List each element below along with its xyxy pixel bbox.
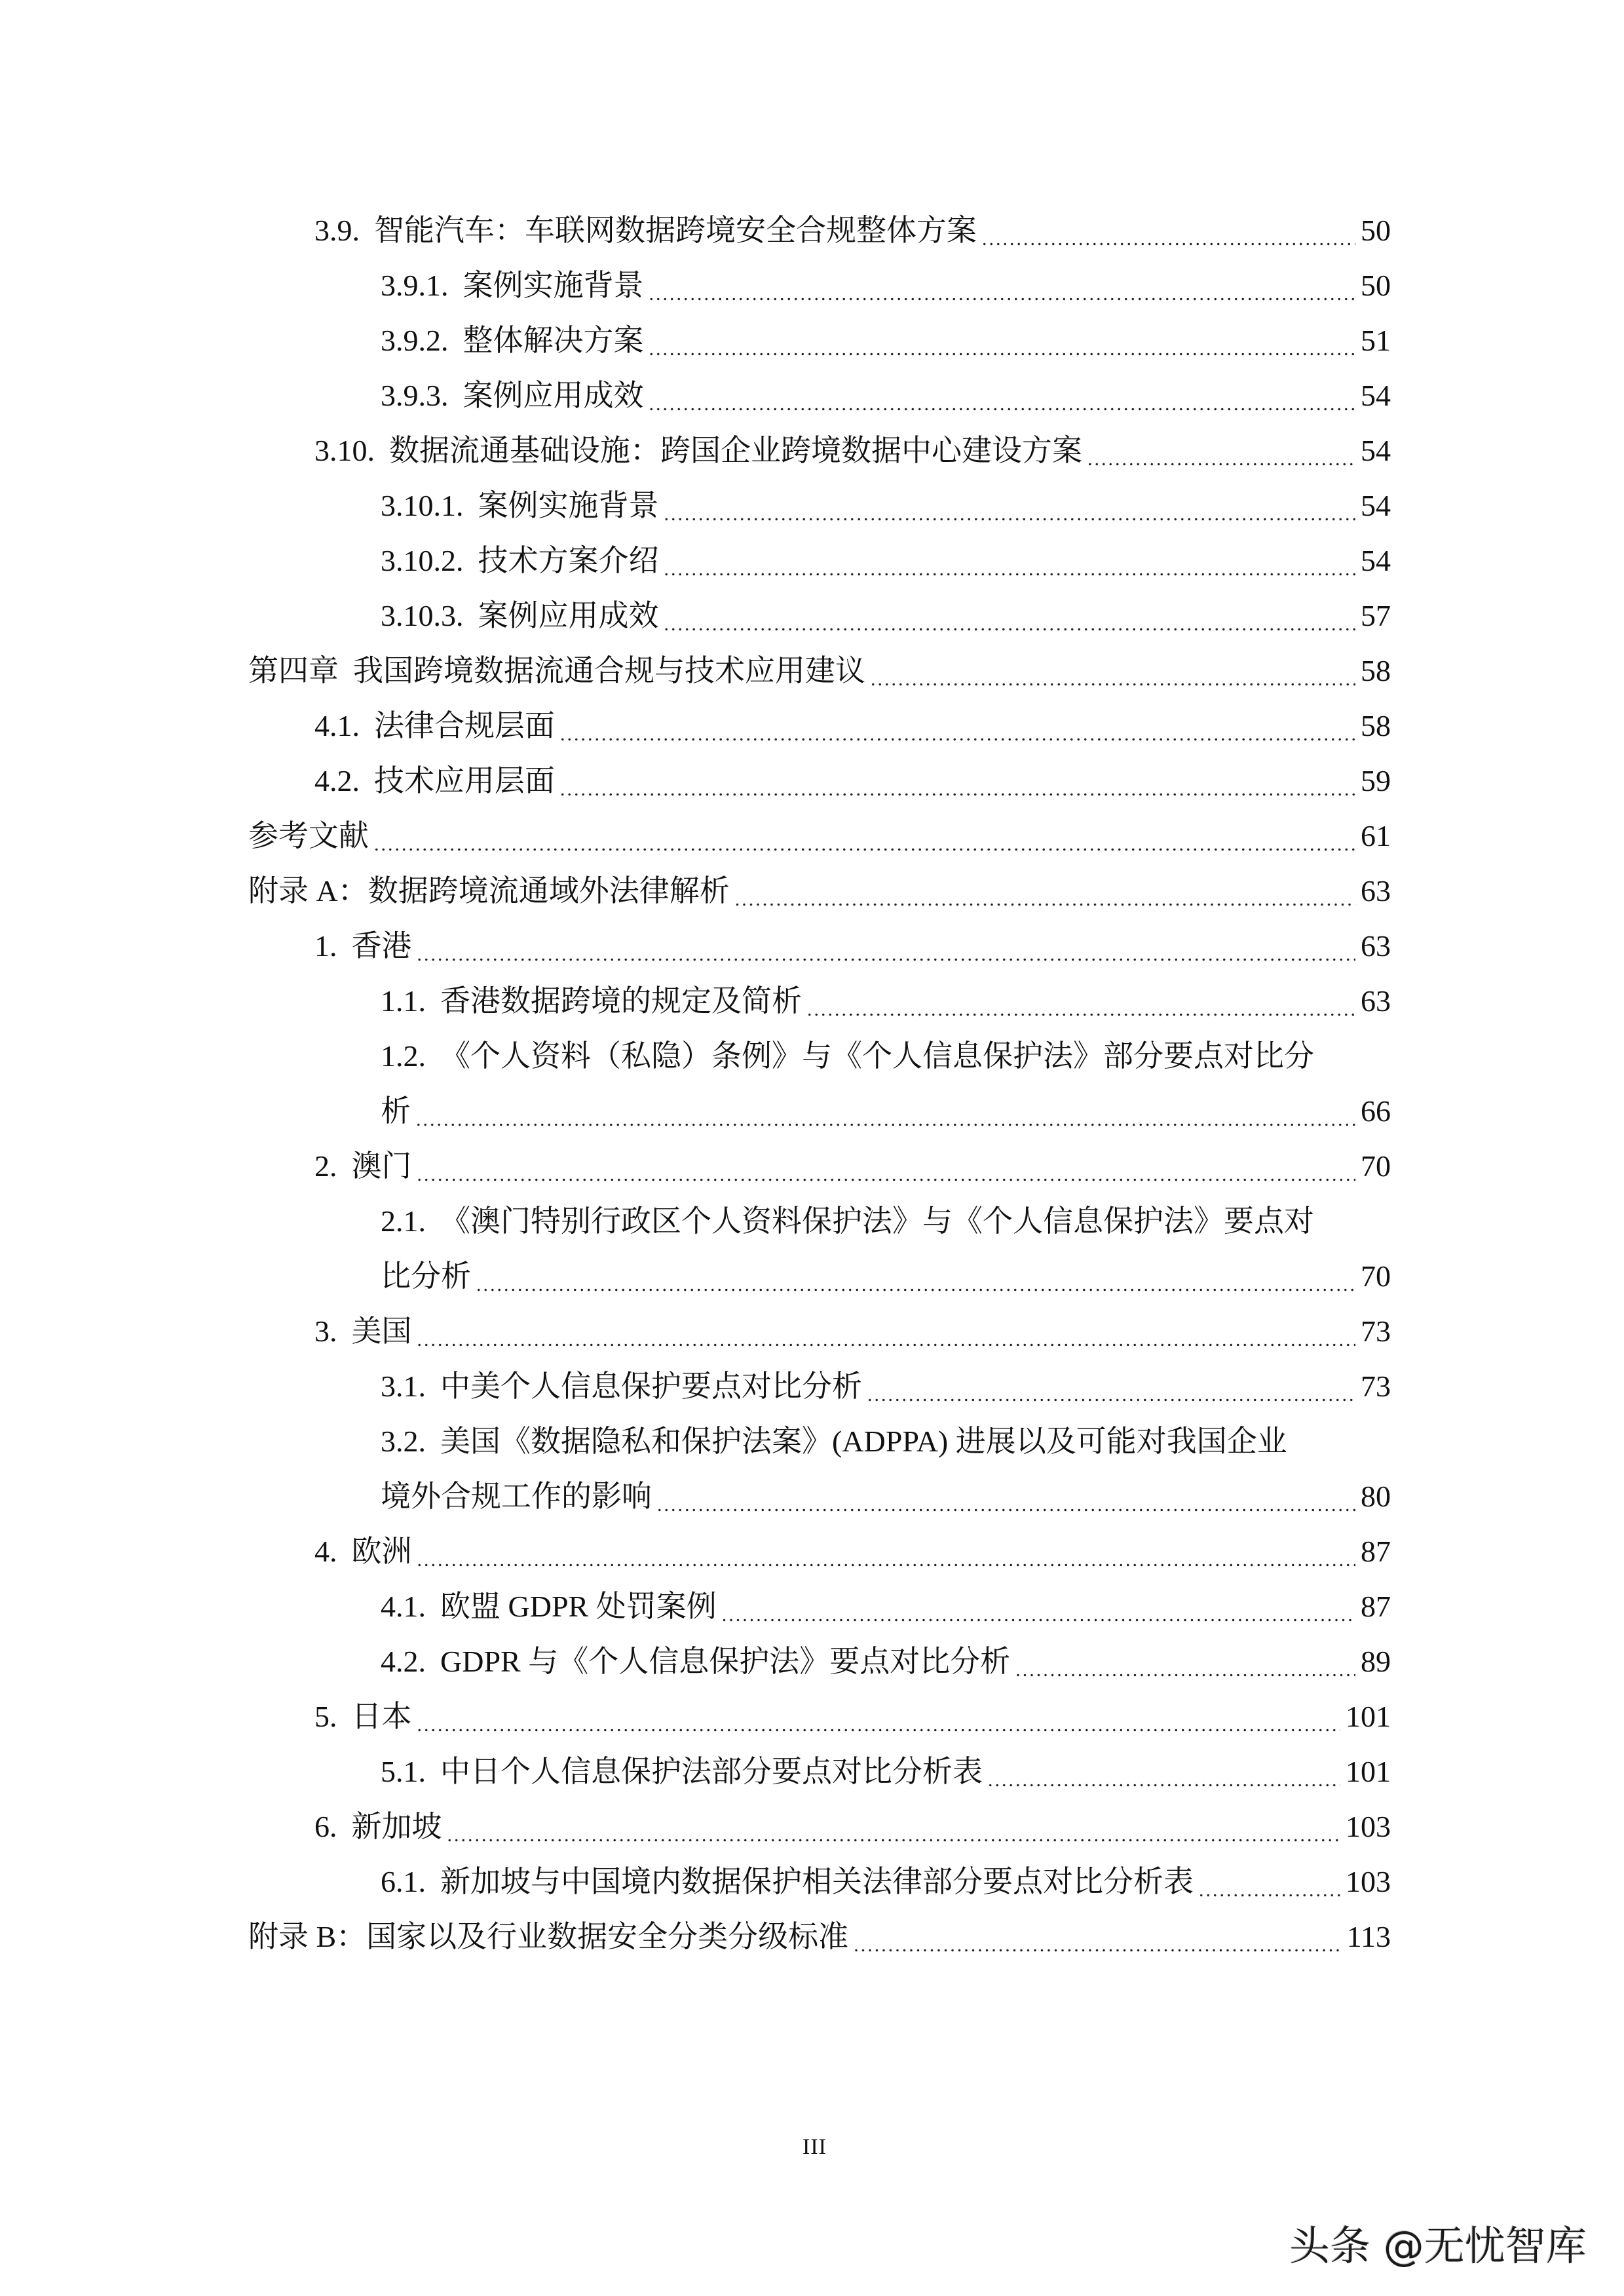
toc-entry-page: 73	[1361, 1369, 1391, 1403]
toc-entry-number: 1.1.	[381, 984, 426, 1018]
toc-entry-title: 《个人资料（私隐）条例》与《个人信息保护法》部分要点对比分	[440, 1039, 1314, 1073]
toc-entry-number: 3.10.2.	[381, 544, 464, 577]
toc-entry-title: 案例应用成效	[463, 379, 644, 412]
toc-entry-number: 4.2.	[381, 1645, 426, 1678]
toc-entry-number: 1.	[314, 929, 337, 963]
toc-entry-number: 3.1.	[381, 1369, 426, 1403]
toc-entry-page: 113	[1346, 1920, 1391, 1953]
toc-entry-number: 第四章	[248, 654, 339, 687]
toc-entry-number: 1.2.	[381, 1039, 426, 1073]
dot-leader	[417, 1689, 1341, 1744]
toc-entry[interactable]	[248, 864, 1391, 919]
toc-entry-title: 欧洲	[351, 1535, 412, 1568]
toc-entry-title: 美国《数据隐私和保护法案》(ADPPA) 进展以及可能对我国企业	[440, 1425, 1287, 1458]
toc-entry[interactable]	[314, 1139, 1391, 1194]
toc-entry-number: 3.	[314, 1314, 337, 1348]
toc-entry-number: 6.	[314, 1810, 337, 1843]
toc-entry-title: 技术方案介绍	[478, 544, 659, 577]
toc-entry[interactable]	[314, 919, 1391, 974]
dot-leader	[1087, 423, 1355, 478]
toc-entry-page: 54	[1361, 544, 1391, 577]
dot-leader	[447, 1799, 1341, 1854]
toc-entry[interactable]	[381, 1029, 1391, 1084]
dot-leader	[416, 1084, 1355, 1139]
toc-entry-title: 《澳门特别行政区个人资料保护法》与《个人信息保护法》要点对	[440, 1204, 1314, 1238]
toc-entry-title: 附录 A：数据跨境流通域外法律解析	[248, 874, 730, 908]
toc-entry-page: 61	[1361, 819, 1391, 852]
toc-entry[interactable]	[381, 258, 1391, 313]
toc-entry-page: 73	[1361, 1314, 1391, 1348]
dot-leader	[417, 1524, 1356, 1579]
dot-leader	[722, 1579, 1355, 1634]
toc-entry-title: 香港数据跨境的规定及简析	[440, 984, 802, 1018]
toc-entry-title-continuation: 比分析	[381, 1259, 471, 1293]
toc-entry-page: 101	[1346, 1700, 1391, 1733]
toc-entry[interactable]	[314, 203, 1391, 258]
toc-entry-continuation[interactable]	[381, 1249, 1391, 1304]
toc-entry-title: 法律合规层面	[374, 709, 555, 742]
dot-leader	[867, 1359, 1355, 1414]
toc-entry-page: 54	[1361, 379, 1391, 412]
toc-entry-page: 54	[1361, 434, 1391, 467]
toc-entry-continuation[interactable]	[381, 1084, 1391, 1139]
toc-entry-page: 63	[1361, 984, 1391, 1018]
toc-entry-title: 澳门	[351, 1149, 412, 1183]
dot-leader	[657, 1469, 1355, 1524]
toc-entry-number: 5.1.	[381, 1755, 426, 1788]
toc-entry[interactable]	[381, 1634, 1391, 1689]
toc-entry[interactable]	[381, 368, 1391, 423]
toc-entry[interactable]	[381, 313, 1391, 368]
toc-entry[interactable]	[381, 1359, 1391, 1414]
toc-entry[interactable]	[314, 1304, 1391, 1359]
toc-entry-number: 3.9.	[314, 214, 360, 247]
toc-entry-number: 4.1.	[314, 709, 360, 742]
toc-entry[interactable]	[314, 423, 1391, 478]
toc-entry-page: 87	[1361, 1590, 1391, 1623]
dot-leader	[560, 754, 1355, 809]
dot-leader	[417, 1139, 1356, 1194]
dot-leader	[982, 203, 1355, 258]
toc-entry-title: 新加坡与中国境内数据保护相关法律部分要点对比分析表	[440, 1865, 1194, 1898]
dot-leader	[664, 478, 1356, 533]
toc-entry-number: 3.2.	[381, 1425, 426, 1458]
dot-leader	[871, 643, 1355, 698]
toc-entry[interactable]	[314, 1799, 1391, 1854]
toc-entry-page: 57	[1361, 599, 1391, 632]
toc-entry-title: 日本	[351, 1700, 412, 1733]
toc-entry[interactable]	[381, 588, 1391, 643]
dot-leader	[476, 1249, 1355, 1304]
toc-entry-title: 欧盟 GDPR 处罚案例	[440, 1590, 717, 1623]
toc-entry-page: 101	[1346, 1755, 1391, 1788]
toc-entry-number: 5.	[314, 1700, 337, 1733]
toc-entry-number: 3.10.3.	[381, 599, 464, 632]
dot-leader	[735, 864, 1355, 919]
dot-leader	[1199, 1854, 1340, 1909]
toc-entry-number: 3.10.	[314, 434, 375, 467]
toc-entry[interactable]	[248, 643, 1391, 698]
toc-entry[interactable]	[314, 698, 1391, 754]
toc-entry-title: GDPR 与《个人信息保护法》要点对比分析	[440, 1645, 1011, 1678]
page-number: III	[803, 2135, 827, 2159]
toc-entry[interactable]	[381, 478, 1391, 533]
toc-entry-title: 中美个人信息保护要点对比分析	[440, 1369, 862, 1403]
dot-leader	[417, 919, 1356, 974]
toc-entry-title: 香港	[351, 929, 412, 963]
dot-leader	[417, 1304, 1356, 1359]
toc-entry-title: 技术应用层面	[374, 764, 555, 797]
toc-entry-page: 63	[1361, 874, 1391, 908]
toc-entry-title: 新加坡	[351, 1810, 442, 1843]
toc-entry-page: 70	[1361, 1149, 1391, 1183]
toc-entry-page: 50	[1361, 269, 1391, 302]
toc-entry[interactable]	[248, 1909, 1391, 1964]
dot-leader	[649, 258, 1356, 313]
toc-entry-number: 4.1.	[381, 1590, 426, 1623]
toc-entry[interactable]	[248, 809, 1391, 864]
dot-leader	[649, 313, 1356, 368]
toc-entry-page: 80	[1361, 1480, 1391, 1513]
toc-entry-page: 87	[1361, 1535, 1391, 1568]
toc-entry-page: 89	[1361, 1645, 1391, 1678]
toc-entry-number: 6.1.	[381, 1865, 426, 1898]
toc-entry-title-continuation: 析	[381, 1094, 411, 1128]
toc-entry-title: 美国	[351, 1314, 412, 1348]
dot-leader	[374, 809, 1355, 864]
toc-entry[interactable]	[381, 533, 1391, 588]
toc-entry-page: 70	[1361, 1259, 1391, 1293]
toc-entry-page: 103	[1346, 1810, 1391, 1843]
toc-entry-number: 3.9.2.	[381, 324, 449, 357]
toc-entry-number: 3.10.1.	[381, 489, 464, 522]
toc-entry-page: 51	[1361, 324, 1391, 357]
toc-entry-continuation[interactable]	[381, 1469, 1391, 1524]
toc-entry-page: 50	[1361, 214, 1391, 247]
dot-leader	[560, 698, 1355, 754]
watermark: 头条 @无忧智库	[1289, 2222, 1587, 2270]
toc-entry-page: 103	[1346, 1865, 1391, 1898]
toc-entry[interactable]	[381, 974, 1391, 1029]
toc-entry[interactable]	[381, 1194, 1391, 1249]
dot-leader	[664, 588, 1356, 643]
toc-entry-title: 数据流通基础设施：跨国企业跨境数据中心建设方案	[389, 434, 1082, 467]
dot-leader	[807, 974, 1355, 1029]
dot-leader	[988, 1744, 1340, 1799]
toc-entry-title: 中日个人信息保护法部分要点对比分析表	[440, 1755, 983, 1788]
toc-entry[interactable]	[314, 1524, 1391, 1579]
toc-entry-title: 案例实施背景	[463, 269, 644, 302]
toc-entry-title: 附录 B：国家以及行业数据安全分类分级标准	[248, 1920, 849, 1953]
toc-entry-number: 4.2.	[314, 764, 360, 797]
toc-entry-title: 智能汽车：车联网数据跨境安全合规整体方案	[374, 214, 977, 247]
dot-leader	[854, 1909, 1342, 1964]
toc-entry[interactable]	[381, 1744, 1391, 1799]
toc-entry-title: 参考文献	[248, 819, 369, 852]
dot-leader	[1015, 1634, 1355, 1689]
toc-entry-title: 整体解决方案	[463, 324, 644, 357]
toc-entry[interactable]	[381, 1854, 1391, 1909]
toc-entry-number: 3.9.3.	[381, 379, 449, 412]
toc-entry-number: 2.1.	[381, 1204, 426, 1238]
toc-entry-title-continuation: 境外合规工作的影响	[381, 1480, 652, 1513]
toc-entry-title: 我国跨境数据流通合规与技术应用建议	[353, 654, 865, 687]
toc-entry-page: 66	[1361, 1094, 1391, 1128]
toc-entry[interactable]	[314, 1689, 1391, 1744]
dot-leader	[664, 533, 1356, 588]
toc-entry[interactable]	[381, 1579, 1391, 1634]
toc-entry-title: 案例应用成效	[478, 599, 659, 632]
toc-entry-page: 58	[1361, 654, 1391, 687]
toc-entry-page: 59	[1361, 764, 1391, 797]
toc-entry-title: 案例实施背景	[478, 489, 659, 522]
toc-entry-page: 58	[1361, 709, 1391, 742]
toc-entry-page: 54	[1361, 489, 1391, 522]
toc-entry-number: 4.	[314, 1535, 337, 1568]
toc-entry-number: 3.9.1.	[381, 269, 449, 302]
toc-entry[interactable]	[381, 1414, 1391, 1469]
toc-entry[interactable]	[314, 754, 1391, 809]
toc-entry-page: 63	[1361, 929, 1391, 963]
dot-leader	[649, 368, 1356, 423]
toc-entry-number: 2.	[314, 1149, 337, 1183]
